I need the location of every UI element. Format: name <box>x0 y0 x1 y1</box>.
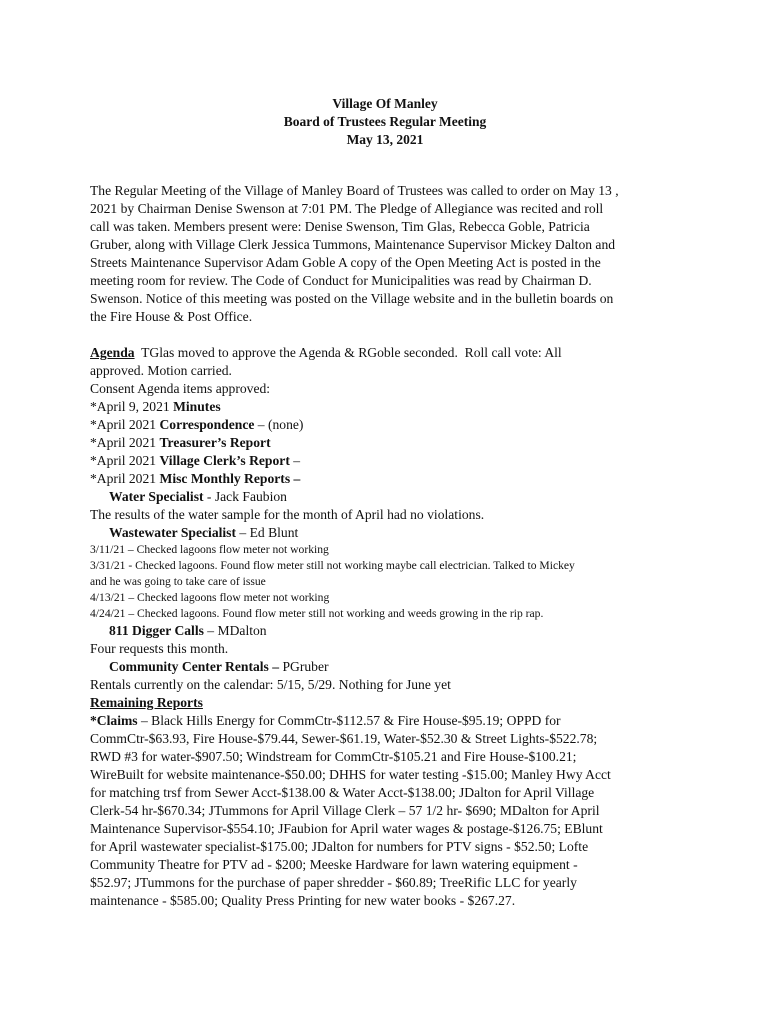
agenda-heading: Agenda <box>90 345 135 360</box>
wastewater-note: 4/13/21 – Checked lagoons flow meter not working <box>90 591 330 604</box>
wastewater-note: 3/11/21 – Checked lagoons flow meter not working <box>90 543 329 556</box>
community-center-heading: Community Center Rentals – PGruber <box>109 659 329 674</box>
claims-line: for matching trsf from Sewer Acct-$138.00 & Water Acct-$138.00; JDalton for April Village <box>90 785 595 800</box>
consent-item: *April 9, 2021 Minutes <box>90 399 221 414</box>
agenda-motion-result: approved. Motion carried. <box>90 363 232 378</box>
meeting-title: Board of Trustees Regular Meeting <box>283 114 487 129</box>
consent-item: *April 2021 Misc Monthly Reports – <box>90 471 301 486</box>
meeting-date: May 13, 2021 <box>346 132 424 147</box>
claims-line: Maintenance Supervisor-$554.10; JFaubion for April water wages & postage-$126.75; EBlunt <box>90 821 603 836</box>
document-header <box>0 95 770 149</box>
claims-line: maintenance - $585.00; Quality Press Printing for new water books - $267.27. <box>90 893 516 908</box>
consent-item: *April 2021 Correspondence – (none) <box>90 417 304 432</box>
digger-calls-heading: 811 Digger Calls – MDalton <box>109 623 267 638</box>
intro-paragraph <box>90 182 690 326</box>
wastewater-specialist-heading: Wastewater Specialist – Ed Blunt <box>109 525 299 540</box>
intro-line: meeting room for review. The Code of Conduct for Municipalities was read by Chairman D. <box>90 273 592 288</box>
water-specialist-heading: Water Specialist - Jack Faubion <box>109 489 287 504</box>
claims-line: for April wastewater specialist-$175.00; JDalton for numbers for PTV signs - $52.50; Lofte <box>90 839 589 854</box>
claims-line: RWD #3 for water-$907.50; Windstream for CommCtr-$105.21 and Fire House-$100.21; <box>90 749 577 764</box>
agenda-motion-text: TGlas moved to approve the Agenda & RGoble seconded. Roll call vote: All <box>134 345 562 360</box>
intro-line: Streets Maintenance Supervisor Adam Goble A copy of the Open Meeting Act is posted in the <box>90 255 601 270</box>
claims-line: Community Theatre for PTV ad - $200; Meeske Hardware for lawn watering equipment - <box>90 857 578 872</box>
digger-calls-text: Four requests this month. <box>90 641 229 656</box>
consent-agenda-label: Consent Agenda items approved: <box>90 381 271 396</box>
consent-item: *April 2021 Village Clerk’s Report – <box>90 453 301 468</box>
water-specialist-text: The results of the water sample for the month of April had no violations. <box>90 507 485 522</box>
remaining-reports-heading: Remaining Reports <box>90 695 203 710</box>
claims-line: $52.97; JTummons for the purchase of paper shredder - $60.89; TreeRific LLC for yearly <box>90 875 577 890</box>
intro-line: The Regular Meeting of the Village of Manley Board of Trustees was called to order on May 13 , <box>90 183 619 198</box>
wastewater-note: 4/24/21 – Checked lagoons. Found flow meter still not working and weeds growing in the rip rap. <box>90 607 544 620</box>
agenda-section <box>90 344 690 910</box>
intro-line: Swenson. Notice of this meeting was posted on the Village website and in the bulletin boards on <box>90 291 614 306</box>
claims-line: *Claims – Black Hills Energy for CommCtr-$112.57 & Fire House-$95.19; OPPD for <box>90 713 561 728</box>
intro-line: call was taken. Members present were: Denise Swenson, Tim Glas, Rebecca Goble, Patricia <box>90 219 590 234</box>
wastewater-note: 3/31/21 - Checked lagoons. Found flow meter still not working maybe call electrician. Talked to Mickey <box>90 559 575 572</box>
intro-line: 2021 by Chairman Denise Swenson at 7:01 PM. The Pledge of Allegiance was recited and roll <box>90 201 604 216</box>
community-center-text: Rentals currently on the calendar: 5/15, 5/29. Nothing for June yet <box>90 677 451 692</box>
claims-line: CommCtr-$63.93, Fire House-$79.44, Sewer-$61.19, Water-$52.30 & Street Lights-$522.78; <box>90 731 598 746</box>
claims-label: *Claims <box>90 713 138 728</box>
wastewater-note: and he was going to take care of issue <box>90 575 266 588</box>
agenda-motion <box>90 344 690 362</box>
intro-line: the Fire House & Post Office. <box>90 309 253 324</box>
intro-line: Gruber, along with Village Clerk Jessica Tummons, Maintenance Supervisor Mickey Dalton and <box>90 237 616 252</box>
consent-item: *April 2021 Treasurer’s Report <box>90 435 271 450</box>
village-title: Village Of Manley <box>332 96 438 111</box>
claims-line: Clerk-54 hr-$670.34; JTummons for April Village Clerk – 57 1/2 hr- $690; MDalton for April <box>90 803 600 818</box>
claims-line: WireBuilt for website maintenance-$50.00; DHHS for water testing -$15.00; Manley Hwy Acct <box>90 767 611 782</box>
